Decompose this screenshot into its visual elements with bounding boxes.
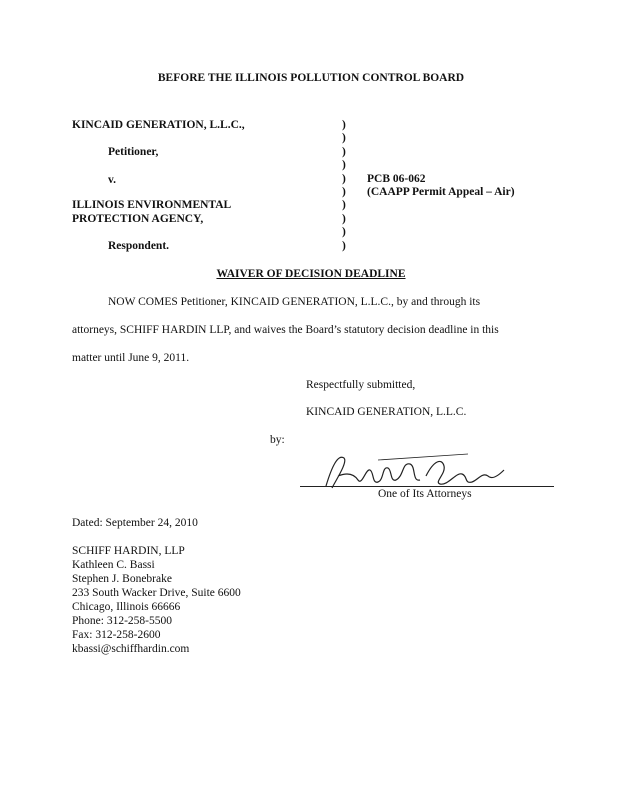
attorney-name-2: Stephen J. Bonebrake <box>72 573 172 585</box>
caption-paren: ) <box>342 146 346 158</box>
caption-paren: ) <box>342 159 346 171</box>
dated-line: Dated: September 24, 2010 <box>72 517 198 529</box>
versus-label: v. <box>108 174 116 186</box>
attorney-name-1: Kathleen C. Bassi <box>72 559 155 571</box>
signature-entity: KINCAID GENERATION, L.L.C. <box>306 406 467 418</box>
caption-paren: ) <box>342 240 346 252</box>
fax-line: Fax: 312-258-2600 <box>72 629 161 641</box>
address-line-1: 233 South Wacker Drive, Suite 6600 <box>72 587 241 599</box>
caption-paren: ) <box>342 199 346 211</box>
email-line: kbassi@schiffhardin.com <box>72 643 190 655</box>
case-number: PCB 06-062 <box>367 173 426 185</box>
caption-paren: ) <box>342 132 346 144</box>
body-line-1: NOW COMES Petitioner, KINCAID GENERATION, L.L.C., by and through its <box>108 296 481 308</box>
document-heading: WAIVER OF DECISION DEADLINE <box>216 268 406 280</box>
signature-caption: One of Its Attorneys <box>378 488 472 500</box>
firm-name: SCHIFF HARDIN, LLP <box>72 545 185 557</box>
board-title: BEFORE THE ILLINOIS POLLUTION CONTROL BOARD <box>157 72 465 84</box>
caption-paren: ) <box>342 213 346 225</box>
respondent-name-line2: PROTECTION AGENCY, <box>72 213 204 225</box>
caption-paren: ) <box>342 226 346 238</box>
petitioner-label: Petitioner, <box>108 146 159 158</box>
caption-paren: ) <box>342 173 346 185</box>
respondent-label: Respondent. <box>108 240 170 252</box>
body-line-2: attorneys, SCHIFF HARDIN LLP, and waives the Board’s statutory decision deadline in this <box>72 324 499 336</box>
by-label: by: <box>270 434 285 446</box>
case-type: (CAAPP Permit Appeal – Air) <box>367 186 515 198</box>
body-line-3: matter until June 9, 2011. <box>72 352 190 364</box>
address-line-2: Chicago, Illinois 66666 <box>72 601 181 613</box>
phone-line: Phone: 312-258-5500 <box>72 615 172 627</box>
caption-paren: ) <box>342 119 346 131</box>
closing-text: Respectfully submitted, <box>306 379 416 391</box>
respondent-name-line1: ILLINOIS ENVIRONMENTAL <box>72 199 232 211</box>
caption-paren: ) <box>342 186 346 198</box>
petitioner-name: KINCAID GENERATION, L.L.C., <box>72 119 245 131</box>
signature-line <box>300 486 554 487</box>
